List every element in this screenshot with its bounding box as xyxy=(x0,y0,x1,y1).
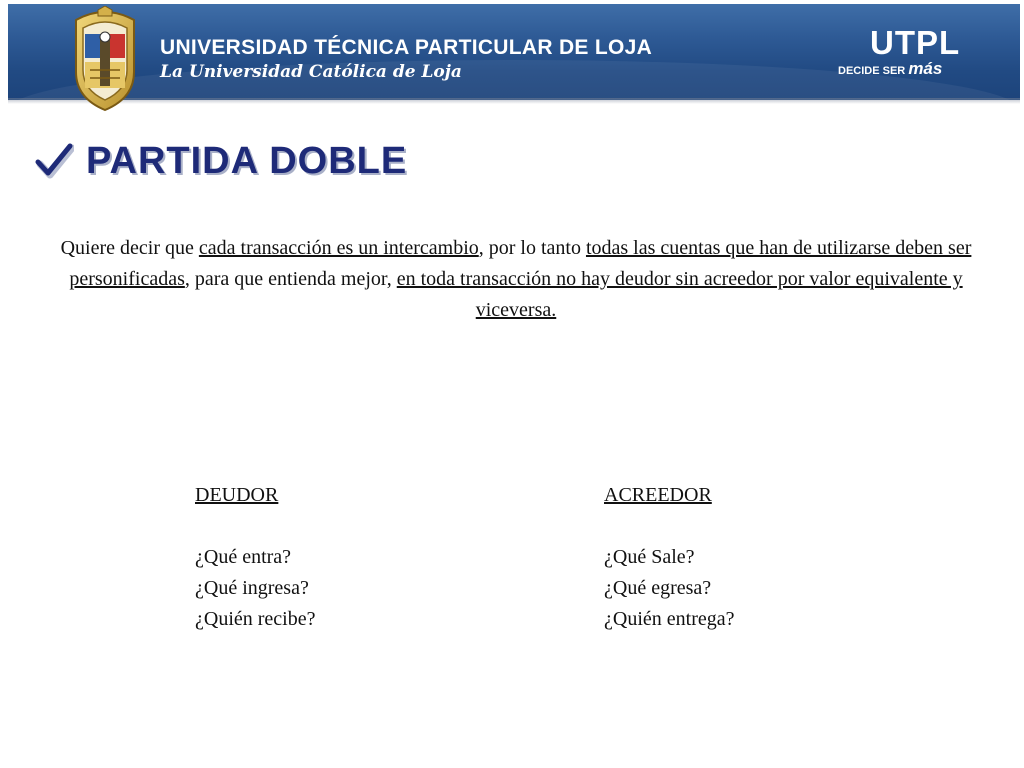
paragraph-text-3: , para que entienda mejor, xyxy=(184,268,397,290)
acreedor-heading: ACREEDOR xyxy=(604,484,712,506)
definition-paragraph xyxy=(60,233,972,326)
tagline-emphasis: más xyxy=(908,59,943,78)
paragraph-underline-3: en toda transacción no hay deudor sin acreedor por valor equivalente y viceversa. xyxy=(396,268,963,321)
banner-shadow xyxy=(8,98,1020,104)
deudor-question: ¿Qué ingresa? xyxy=(195,577,309,599)
tagline-prefix: DECIDE SER xyxy=(838,65,906,77)
paragraph-text-2: , por lo tanto xyxy=(478,237,586,259)
paragraph-text-1: Quiere decir que xyxy=(60,237,199,259)
university-name: UNIVERSIDAD TÉCNICA PARTICULAR DE LOJA xyxy=(160,36,653,59)
deudor-question: ¿Qué entra? xyxy=(195,546,292,568)
header-banner xyxy=(8,4,1020,100)
acreedor-column xyxy=(604,480,734,635)
deudor-question: ¿Quién recibe? xyxy=(195,608,316,630)
paragraph-underline-2: todas las cuentas que han de utilizarse deben ser personificadas xyxy=(69,237,972,290)
university-motto: La Universidad Católica de Loja xyxy=(160,62,462,82)
paragraph-underline-1: cada transacción es un intercambio xyxy=(198,237,479,259)
utpl-logo: UTPL xyxy=(870,24,961,61)
utpl-tagline xyxy=(838,59,942,79)
acreedor-question: ¿Qué egresa? xyxy=(604,577,712,599)
acreedor-question: ¿Qué Sale? xyxy=(604,546,695,568)
slide-title: PARTIDA DOBLE xyxy=(86,140,408,182)
acreedor-question: ¿Quién entrega? xyxy=(604,608,735,630)
university-crest-icon xyxy=(70,6,140,114)
checkmark-icon xyxy=(34,140,74,180)
deudor-column xyxy=(195,480,315,635)
deudor-heading: DEUDOR xyxy=(195,484,279,506)
